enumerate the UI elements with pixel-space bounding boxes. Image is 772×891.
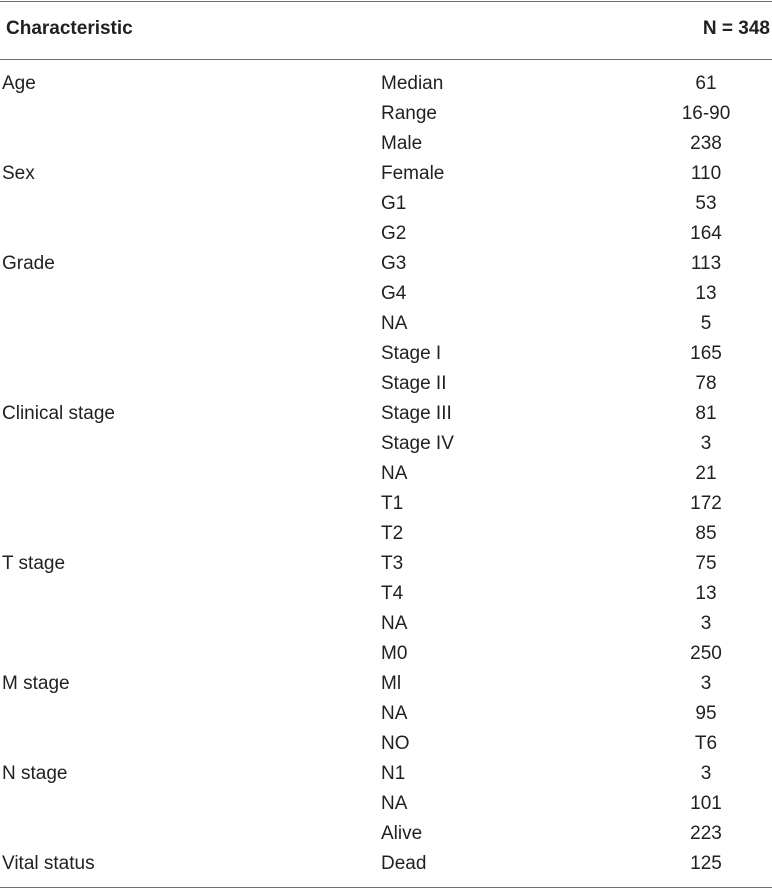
row-subcategory: NA	[381, 613, 408, 634]
row-value: 172	[690, 493, 722, 514]
row-subcategory: T3	[381, 553, 404, 574]
row-value: 85	[695, 523, 717, 544]
row-characteristic: Age	[2, 73, 36, 94]
table-row	[0, 249, 772, 279]
table-row	[0, 579, 772, 609]
row-value: 113	[690, 253, 722, 274]
row-value: 81	[695, 403, 717, 424]
table-row	[0, 279, 772, 309]
row-value: 13	[695, 283, 717, 304]
row-subcategory: Ml	[381, 673, 402, 694]
row-value: 53	[695, 193, 717, 214]
row-value: 223	[690, 823, 722, 844]
table-row	[0, 489, 772, 519]
row-subcategory: N1	[381, 763, 406, 784]
row-value: 164	[690, 223, 722, 244]
row-subcategory: Female	[381, 163, 445, 184]
row-value: 125	[690, 853, 722, 874]
row-value: 3	[700, 613, 712, 634]
row-value: T6	[694, 733, 718, 754]
row-value: 75	[695, 553, 717, 574]
table-row	[0, 519, 772, 549]
row-value: 13	[695, 583, 717, 604]
row-value: 3	[700, 673, 712, 694]
row-subcategory: NA	[381, 463, 408, 484]
row-characteristic: Vital status	[2, 853, 95, 874]
row-subcategory: Male	[381, 133, 423, 154]
row-subcategory: T1	[381, 493, 404, 514]
row-value: 165	[690, 343, 722, 364]
row-value: 250	[690, 643, 722, 664]
table-row	[0, 369, 772, 399]
table-row	[0, 219, 772, 249]
row-characteristic: Grade	[2, 253, 55, 274]
table-body	[0, 69, 772, 879]
row-value: 101	[690, 793, 722, 814]
table-row	[0, 759, 772, 789]
table-row	[0, 819, 772, 849]
table-row	[0, 549, 772, 579]
table-row	[0, 639, 772, 669]
header-n-total: N = 348	[702, 18, 770, 39]
table-row	[0, 129, 772, 159]
table-row	[0, 189, 772, 219]
table-row	[0, 729, 772, 759]
row-value: 16-90	[681, 103, 731, 124]
row-characteristic: M stage	[2, 673, 70, 694]
table-row	[0, 159, 772, 189]
table-row	[0, 69, 772, 99]
row-subcategory: Alive	[381, 823, 423, 844]
row-subcategory: NA	[381, 703, 408, 724]
table-header-row	[0, 1, 772, 59]
row-value: 5	[700, 313, 712, 334]
row-subcategory: NO	[381, 733, 410, 754]
row-subcategory: M0	[381, 643, 408, 664]
row-subcategory: T4	[381, 583, 404, 604]
header-characteristic: Characteristic	[6, 18, 133, 39]
row-subcategory: NA	[381, 793, 408, 814]
row-subcategory: NA	[381, 313, 408, 334]
row-characteristic: N stage	[2, 763, 68, 784]
table-row	[0, 399, 772, 429]
row-value: 61	[695, 73, 717, 94]
row-value: 238	[690, 133, 722, 154]
table-row	[0, 609, 772, 639]
row-value: 21	[695, 463, 717, 484]
row-subcategory: G1	[381, 193, 407, 214]
table-header-rule	[0, 59, 772, 60]
row-subcategory: G2	[381, 223, 407, 244]
table-row	[0, 669, 772, 699]
row-subcategory: Dead	[381, 853, 427, 874]
table-row	[0, 99, 772, 129]
row-subcategory: Median	[381, 73, 444, 94]
table-bottom-rule	[0, 887, 772, 888]
row-subcategory: T2	[381, 523, 404, 544]
table-row	[0, 339, 772, 369]
row-value: 95	[695, 703, 717, 724]
row-characteristic: T stage	[2, 553, 66, 574]
table-row	[0, 429, 772, 459]
row-subcategory: Range	[381, 103, 437, 124]
table-row	[0, 309, 772, 339]
row-value: 78	[695, 373, 717, 394]
row-value: 3	[700, 433, 712, 454]
row-subcategory: Stage IV	[381, 433, 454, 454]
table-row	[0, 459, 772, 489]
table-row	[0, 699, 772, 729]
row-subcategory: Stage I	[381, 343, 442, 364]
row-value: 3	[700, 763, 712, 784]
row-characteristic: Sex	[2, 163, 35, 184]
row-characteristic: Clinical stage	[2, 403, 115, 424]
row-subcategory: G4	[381, 283, 407, 304]
row-subcategory: Stage III	[381, 403, 452, 424]
row-subcategory: G3	[381, 253, 407, 274]
row-value: 110	[690, 163, 722, 184]
table-row	[0, 849, 772, 879]
table-row	[0, 789, 772, 819]
row-subcategory: Stage II	[381, 373, 447, 394]
